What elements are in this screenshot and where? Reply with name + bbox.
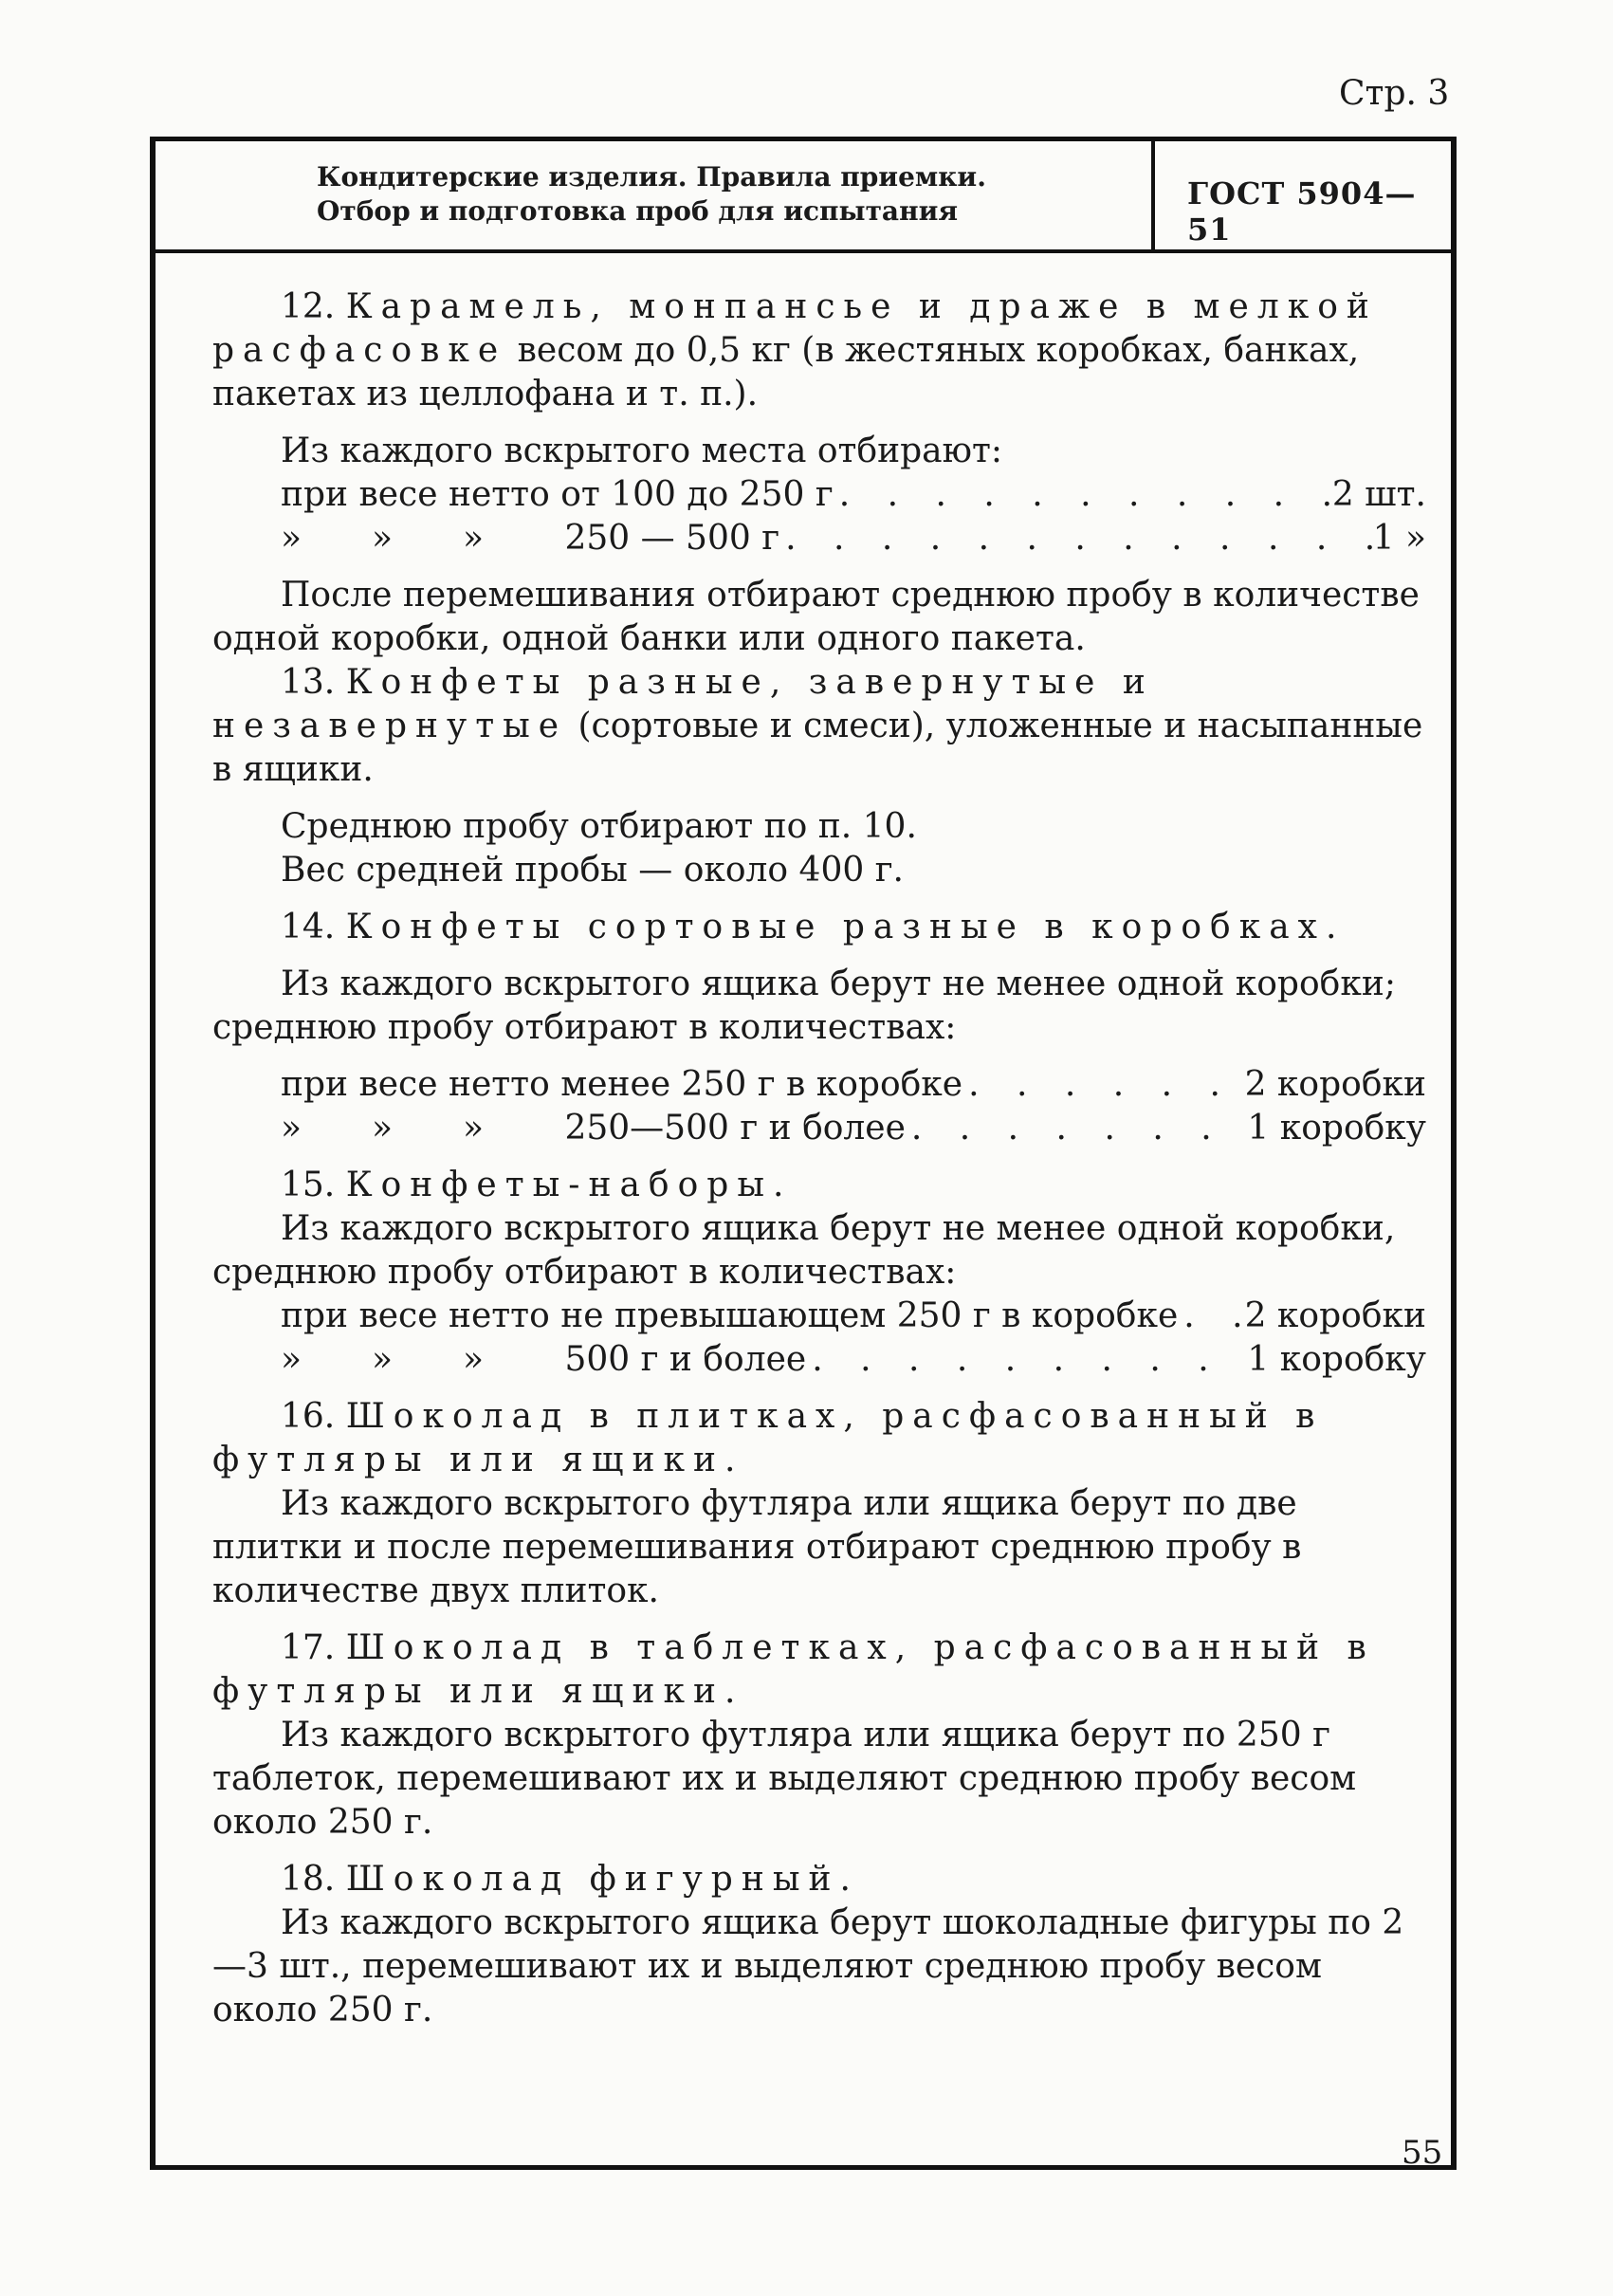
page-number-top: Стр. 3 [1339,74,1450,113]
section-heading: Карамель, монпансье и драже в мелкой расфасовке [212,287,1378,370]
leader-dots [1178,1295,1244,1338]
section-heading-rest: (сортовые и смеси), уложенные и насыпанные в ящики. [212,707,1423,789]
section-12-heading [212,285,1426,416]
section-15-text: Из каждого вскрытого ящика берут не менее одной коробки, среднюю пробу отбирают в количествах: [212,1209,1396,1292]
section-12-intro: Из каждого вскрытого места отбирают: [281,432,1003,470]
row-label-text: 250 — 500 г [564,519,780,558]
ditto-mark: » [372,1109,394,1148]
section-number: 16. [281,1397,336,1436]
section-14-row-2 [212,1107,1426,1150]
section-14-heading [212,906,1426,949]
section-number: 12. [281,287,336,326]
page-number-bottom: 55 [1402,2134,1443,2172]
header-title-line2: Отбор и подготовка проб для испытания [317,195,959,227]
row-value: 2 коробки [1244,1296,1426,1335]
header-title-line1: Кондитерские изделия. Правила приемки. [317,161,986,193]
section-heading: Шоколад в таблетках, расфасованный в футляры или ящики. [212,1628,1375,1711]
section-13-line-1: Среднюю пробу отбирают по п. 10. [281,807,917,846]
section-heading: Конфеты разные, завернутые и незавернутые [212,663,1154,745]
section-15-heading [212,1164,1426,1207]
content [212,285,1426,2032]
standard-code: ГОСТ 5904—51 [1187,175,1417,248]
ditto-mark: » [281,519,302,558]
section-12-row-1 [212,473,1426,517]
section-heading-rest: весом до 0,5 кг (в жестяных коробках, банках, пакетах из целлофана и т. п.). [212,331,1360,413]
section-number: 17. [281,1628,336,1667]
header-title [317,160,1189,229]
ditto-mark: » [281,1340,302,1379]
row-label: при весе нетто менее 250 г в коробке [281,1065,963,1104]
row-value: 2 шт. [1331,475,1426,514]
ditto-mark: » [463,1340,485,1379]
section-16-text: Из каждого вскрытого футляра или ящика берут по две плитки и после перемешивания отбирают среднюю пробу в количестве двух плиток. [212,1484,1302,1610]
row-value: 1 коробку [1247,1340,1426,1379]
section-14-row-1 [212,1063,1426,1107]
section-14-text: Из каждого вскрытого ящика берут не менее одной коробки; среднюю пробу отбирают в количествах: [212,964,1396,1047]
row-label [212,1107,906,1150]
section-12-after: После перемешивания отбирают среднюю пробу в количестве одной коробки, одной банки или одного пакета. [212,576,1420,658]
section-heading: Конфеты-наборы. [345,1166,793,1204]
section-number: 18. [281,1860,336,1899]
ditto-mark: » [463,519,485,558]
ditto-mark: » [463,1109,485,1148]
section-12-row-2 [212,517,1426,560]
leader-dots [962,1063,1244,1107]
row-value: 2 коробки [1244,1065,1426,1104]
section-heading: Конфеты сортовые разные в коробках. [345,908,1346,946]
section-heading: Шоколад фигурный. [345,1860,859,1899]
leader-dots [806,1338,1247,1382]
section-heading: Шоколад в плитках, расфасованный в футляры или ящики. [212,1397,1324,1479]
row-label-text: 250—500 г и более [564,1109,906,1148]
row-label [212,1338,806,1382]
section-18-text: Из каждого вскрытого ящика берут шоколадные фигуры по 2—3 шт., перемешивают их и выделяют среднюю пробу весом около 250 г. [212,1903,1404,2030]
section-number: 13. [281,663,336,702]
leader-dots [906,1107,1248,1150]
section-15-row-1 [212,1295,1426,1338]
row-label-text: 500 г и более [564,1340,807,1379]
row-value: 1 » [1372,519,1426,558]
section-number: 14. [281,908,336,946]
leader-dots [834,473,1332,517]
header [156,141,1451,253]
row-value: 1 коробку [1247,1109,1426,1148]
section-16-heading [212,1395,1426,1482]
section-18-heading [212,1858,1426,1901]
section-15-row-2 [212,1338,1426,1382]
leader-dots [779,517,1373,560]
ditto-mark: » [281,1109,302,1148]
header-divider [1151,141,1155,249]
section-number: 15. [281,1166,336,1204]
row-label: при весе нетто от 100 до 250 г [281,475,834,514]
row-label [212,517,779,560]
section-13-heading [212,661,1426,792]
document-frame [150,137,1457,2170]
ditto-mark: » [372,1340,394,1379]
section-17-text: Из каждого вскрытого футляра или ящика берут по 250 г таблеток, перемешивают их и выделяют среднюю пробу весом около 250 г. [212,1716,1357,1842]
row-label: при весе нетто не превышающем 250 г в коробке [281,1296,1179,1335]
section-17-heading [212,1626,1426,1714]
section-13-line-2: Вес средней пробы — около 400 г. [281,851,904,890]
ditto-mark: » [372,519,394,558]
